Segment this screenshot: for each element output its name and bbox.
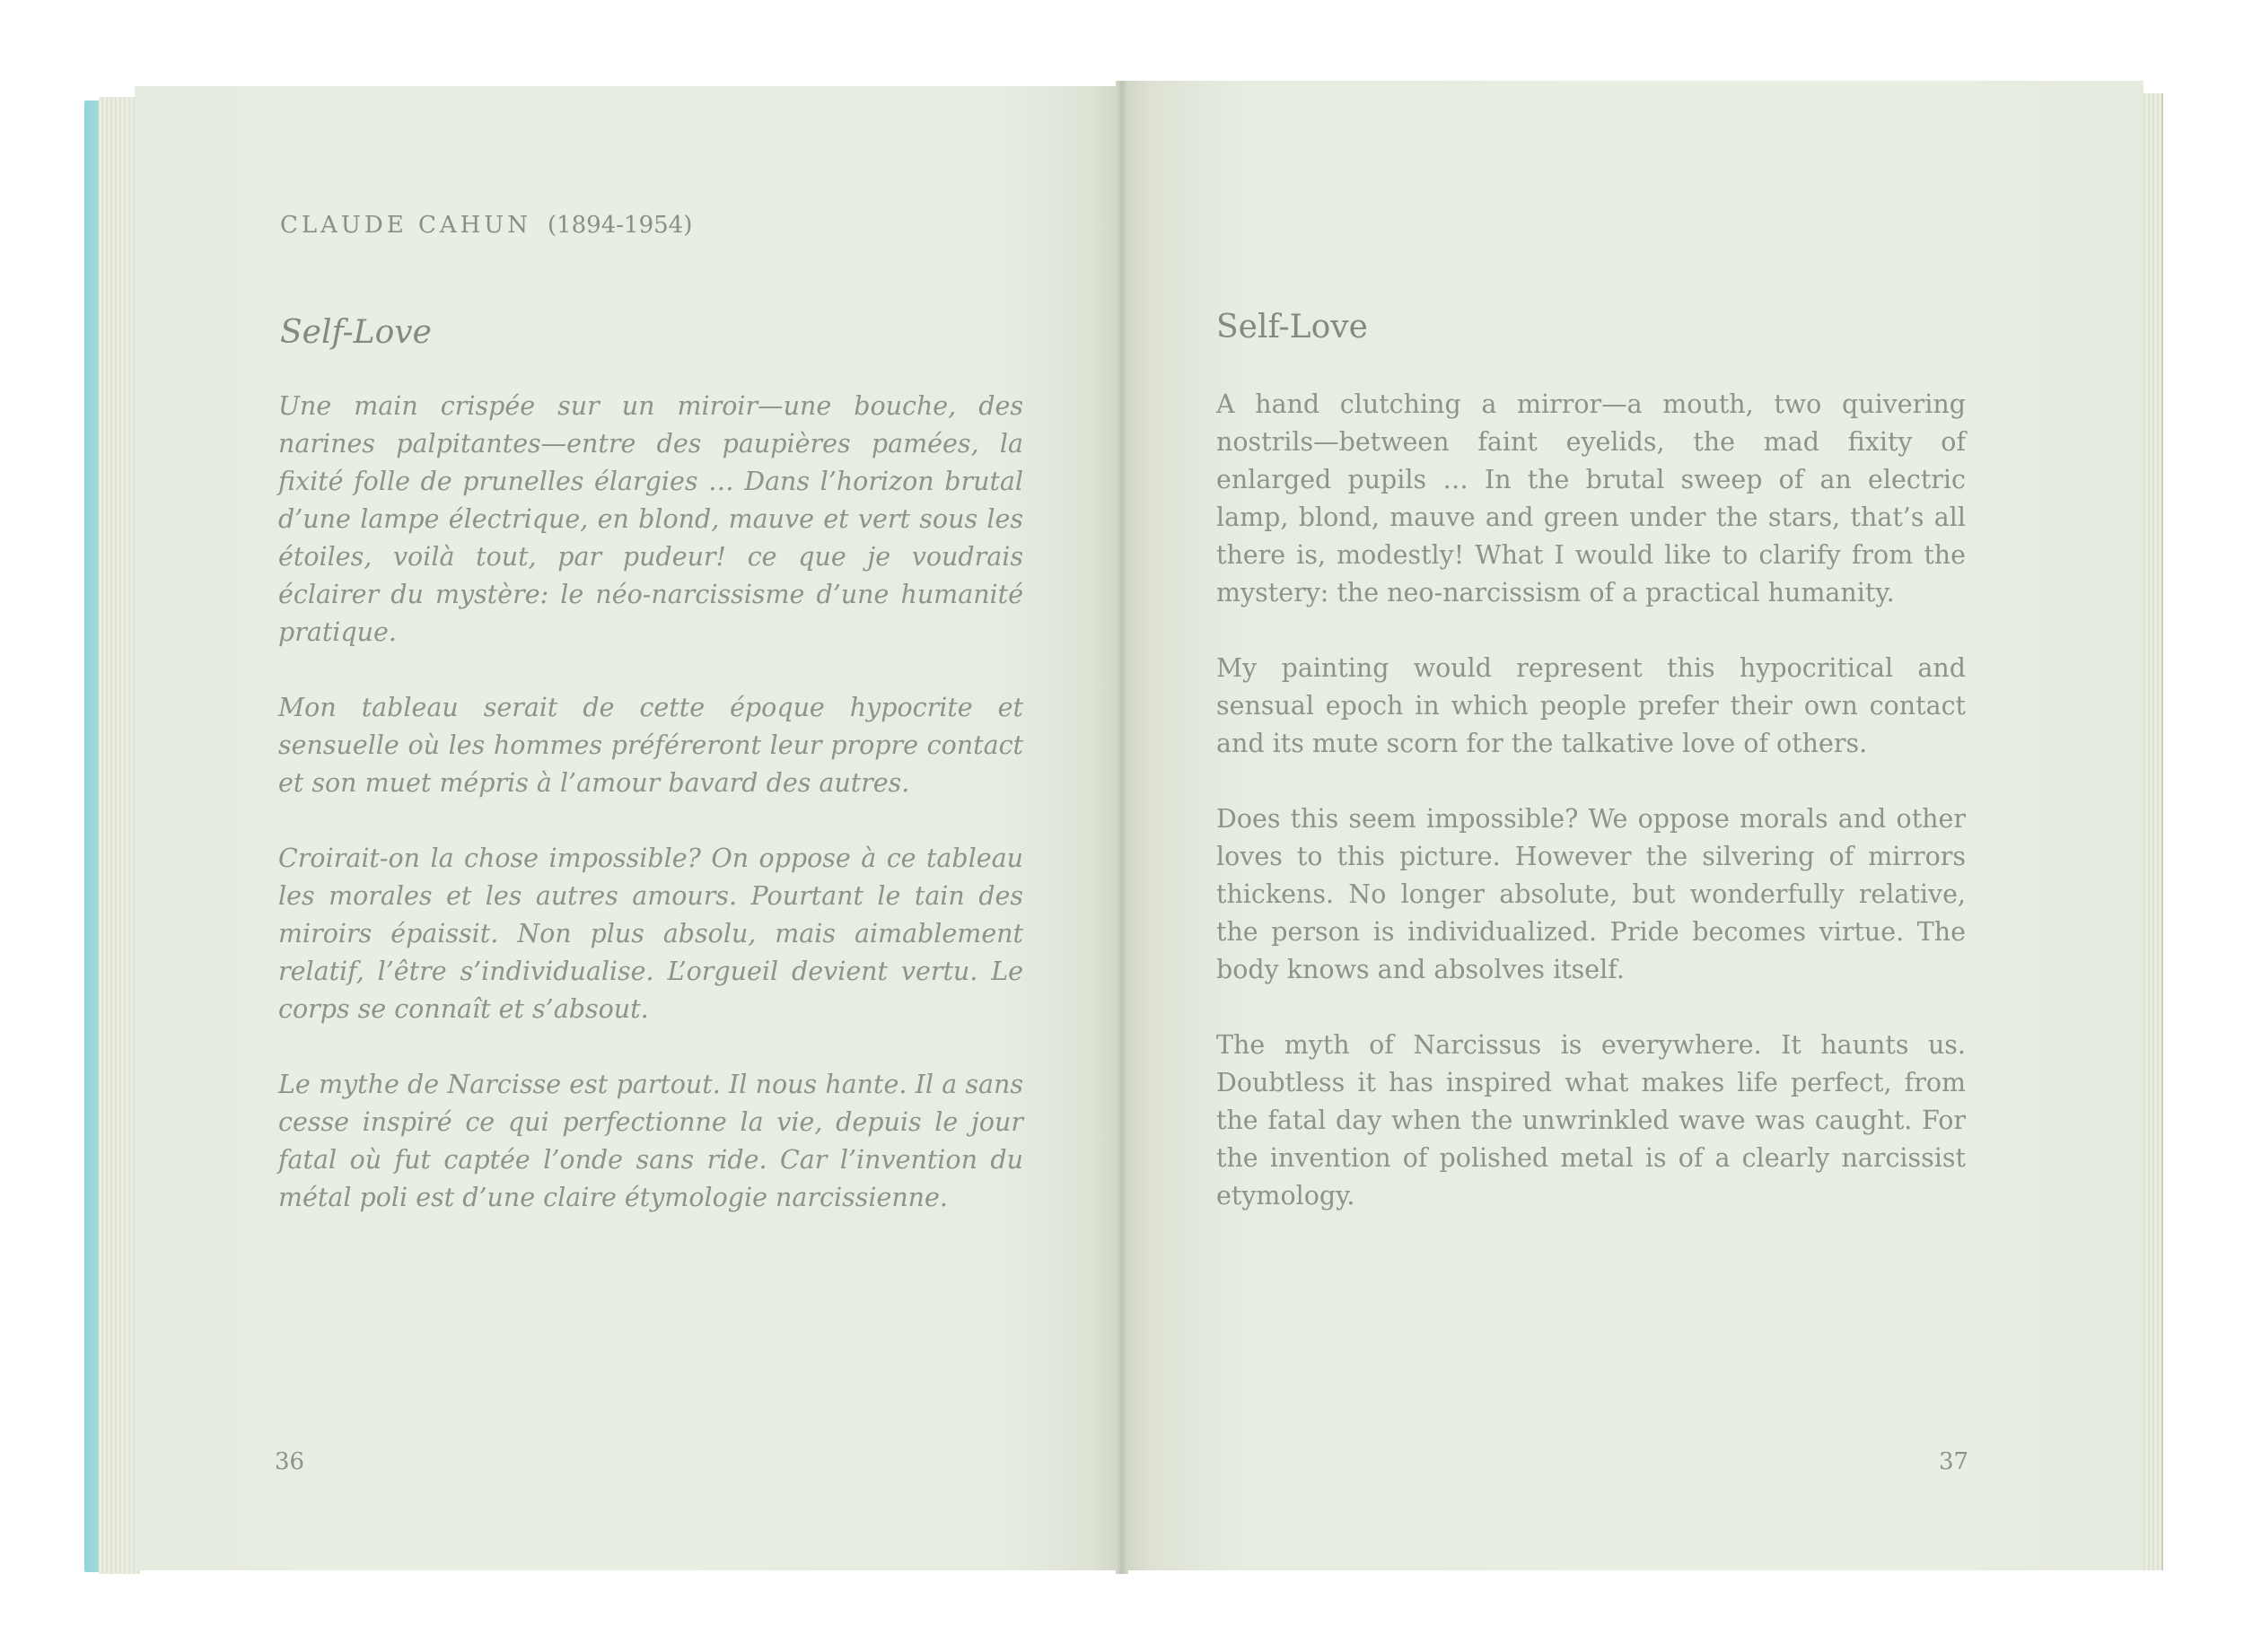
author-name: CLAUDE CAHUN xyxy=(280,212,531,239)
paragraph: Mon tableau serait de cette époque hypocrite et sensuelle où les hommes préféreront leur propre contact et son muet mépris à l’amour bavard des autres. xyxy=(278,693,1023,798)
left-page-title: Self-Love xyxy=(280,314,432,351)
paragraph: Does this seem impossible? We oppose morals and other loves to this picture. However the silvering of mirrors thickens. No longer absolute, but wonderfully relative, the person is individualized. Pride becomes virtue. The body knows and absolves itself. xyxy=(1216,804,1966,984)
right-page-title: Self-Love xyxy=(1216,309,1368,345)
book-gutter xyxy=(1116,81,1128,1574)
paragraph: My painting would represent this hypocritical and sensual epoch in which people prefer their own contact and its mute scorn for the talkative love of others. xyxy=(1216,653,1966,758)
paragraph: A hand clutching a mirror—a mouth, two quivering nostrils—between faint eyelids, the mad fixity of enlarged pupils … In the brutal sweep of an electric lamp, blond, mauve and green under the stars, that’s all there is, modestly! What I would like to clarify from the mystery: the neo-narcissism of a practical humanity. xyxy=(1216,389,1966,607)
running-head xyxy=(280,212,692,239)
paragraph: Une main crispée sur un miroir—une bouche, des narines palpitantes—entre des paupières pamées, la fixité folle de prunelles élargies … Dans l’horizon brutal d’une lampe électrique, en blond, mauve et vert sous les étoiles, voilà tout, par pudeur! ce que je voudrais éclairer du mystère: le néo-narcissisme d’une humanité pratique. xyxy=(278,391,1023,647)
page-number-right: 37 xyxy=(1939,1448,1969,1475)
left-page-body xyxy=(278,388,1023,1254)
paragraph: The myth of Narcissus is everywhere. It haunts us. Doubtless it has inspired what makes life perfect, from the fatal day when the unwrinkled wave was caught. For the invention of polished metal is of a clearly narcissist etymology. xyxy=(1216,1030,1966,1211)
paragraph: Croirait-on la chose impossible? On oppose à ce tableau les morales et les autres amours. Pourtant le tain des miroirs épaissit. Non plus absolu, mais aimablement relatif, l’être s’individualise. L’orgueil devient vertu. Le corps se connaît et s’absout. xyxy=(278,843,1023,1024)
page-number-left: 36 xyxy=(275,1448,305,1475)
author-dates: (1894-1954) xyxy=(547,212,693,239)
paragraph: Le mythe de Narcisse est partout. Il nous hante. Il a sans cesse inspiré ce qui perfectionne la vie, depuis le jour fatal où fut captée l’onde sans ride. Car l’invention du métal poli est d’une claire étymologie narcissienne. xyxy=(278,1070,1023,1212)
right-page-body xyxy=(1216,386,1966,1253)
